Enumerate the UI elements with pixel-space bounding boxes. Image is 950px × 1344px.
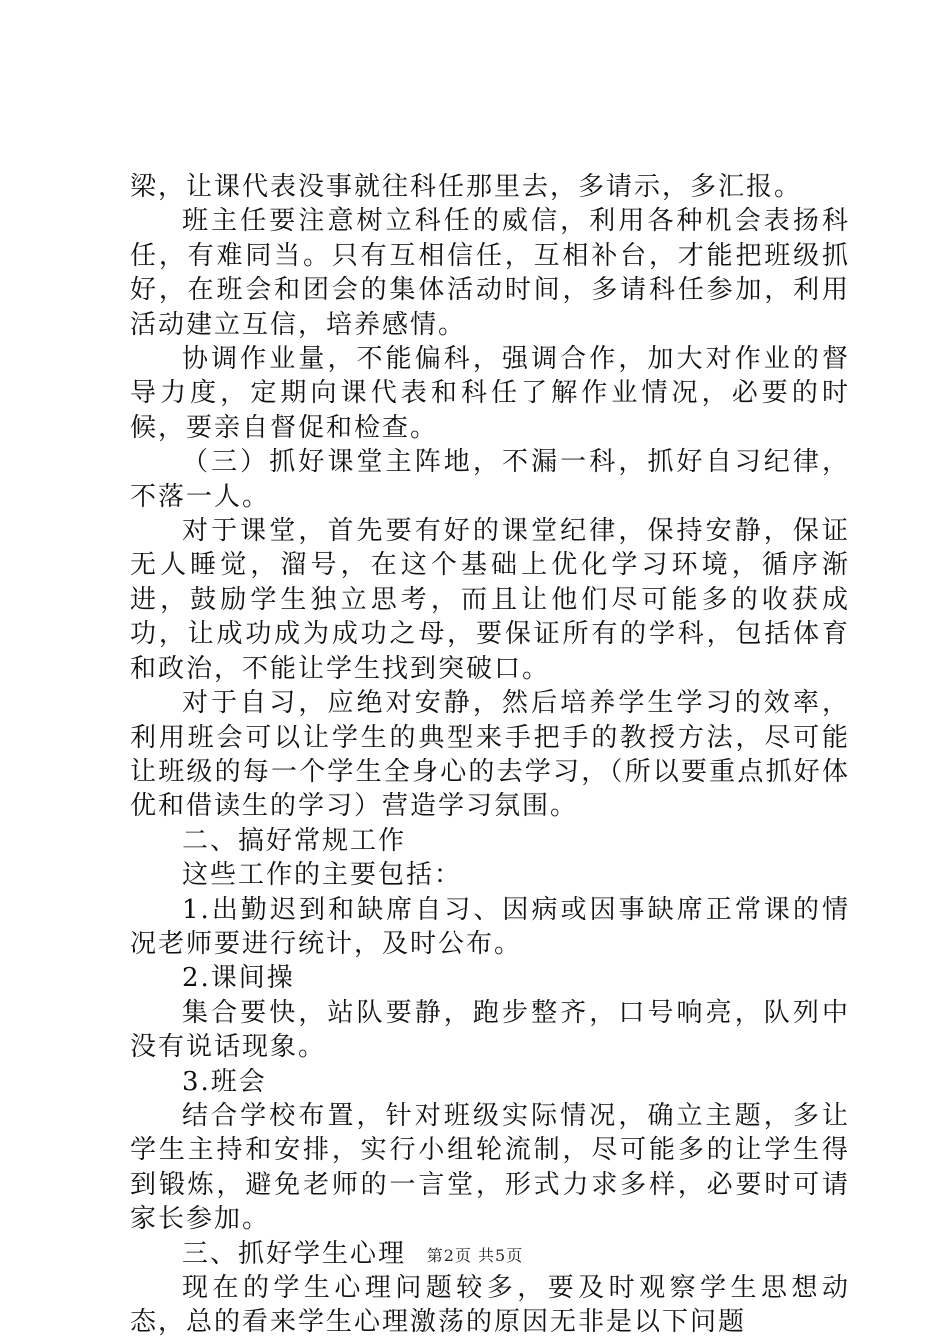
section-heading-psychology: 三、抓好学生心理 bbox=[182, 1238, 407, 1269]
paragraph-8: 这些工作的主要包括： bbox=[182, 860, 463, 891]
paragraph-3: 协调作业量，不能偏科，强调合作，加大对作业的督导力度，定期向课代表和科任了解作业情况，必要的时候，要亲自督促和检查。 bbox=[130, 344, 850, 443]
paragraph-13: 结合学校布置，针对班级实际情况，确立主题，多让学生主持和安排，实行小组轮流制，尽可能多的让学生得到锻炼，避免老师的一言堂，形式力求多样，必要时可请家长参加。 bbox=[130, 1100, 850, 1235]
list-item-1: 1.出勤迟到和缺席自习、因病或因事缺席正常课的情况老师要进行统计，及时公布。 bbox=[130, 894, 850, 959]
paragraph-11: 集合要快，站队要静，跑步整齐，口号响亮，队列中没有说话现象。 bbox=[130, 997, 850, 1063]
section-heading-3: （三）抓好课堂主阵地，不漏一科，抓好自习纪律，不落一人。 bbox=[130, 447, 850, 512]
page-number-footer: 第2页 共5页 bbox=[426, 1246, 524, 1265]
paragraph-15: 现在的学生心理问题较多，要及时观察学生思想动态，总的看来学生心理激荡的原因无非是以下问题 bbox=[130, 1273, 850, 1338]
paragraph-1: 梁，让课代表没事就往科任那里去，多请示，多汇报。 bbox=[130, 172, 803, 202]
paragraph-2: 班主任要注意树立科任的威信，利用各种机会表扬科任，有难同当。只有互相信任，互相补台，才能把班级抓好，在班会和团会的集体活动时间，多请科任参加，利用活动建立互信，培养感情。 bbox=[130, 206, 850, 340]
list-item-2: 2.课间操 bbox=[182, 963, 295, 994]
section-heading-routine: 二、搞好常规工作 bbox=[182, 825, 407, 856]
paragraph-5: 对于课堂，首先要有好的课堂纪律，保持安静，保证无人睡觉，溜号，在这个基础上优化学习环境，循序渐进，鼓励学生独立思考，而且让他们尽可能多的收获成功，让成功成为成功之母，要保证所有的学科，包括体育和政治，不能让学生找到突破口。 bbox=[130, 516, 850, 684]
document-body bbox=[130, 170, 850, 1340]
list-item-3: 3.班会 bbox=[182, 1066, 267, 1097]
paragraph-6: 对于自习，应绝对安静，然后培养学生学习的效率，利用班会可以让学生的典型来手把手的教授方法，尽可能让班级的每一个学生全身心的去学习，（所以要重点抓好体优和借读生的学习）营造学习氛围。 bbox=[130, 688, 850, 822]
